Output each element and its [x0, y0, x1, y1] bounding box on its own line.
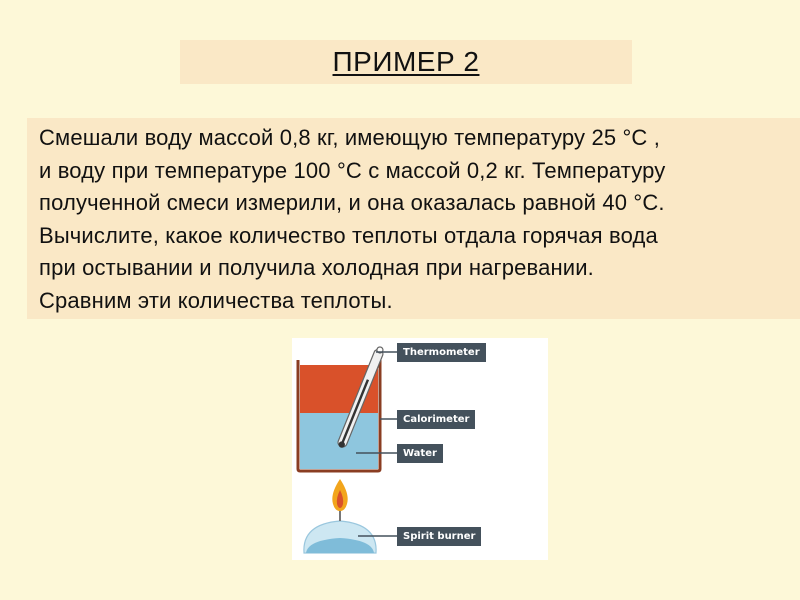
text-line-6: Сравним эти количества теплоты.: [39, 287, 393, 313]
spirit-burner-label: Spirit burner: [397, 527, 481, 546]
water-label: Water: [397, 444, 443, 463]
text-line-4: Вычислите, какое количество теплоты отдала горячая вода: [39, 222, 658, 248]
text-line-1: Смешали воду массой 0,8 кг, имеющую температуру 25 °С ,: [39, 125, 660, 150]
text-line-5: при остывании и получила холодная при нагревании.: [39, 255, 594, 280]
problem-text: [27, 118, 800, 319]
text-line-2: и воду при температуре 100 °С с массой 0,2 кг. Температуру: [39, 157, 666, 183]
thermometer-label: Thermometer: [397, 343, 486, 362]
calorimeter-diagram: [292, 338, 548, 560]
text-line-3: полученной смеси измерили, и она оказалась равной 40 °С.: [39, 190, 665, 215]
slide-title: ПРИМЕР 2: [332, 46, 480, 77]
title-box: [180, 40, 632, 84]
calorimeter-label: Calorimeter: [397, 410, 475, 429]
